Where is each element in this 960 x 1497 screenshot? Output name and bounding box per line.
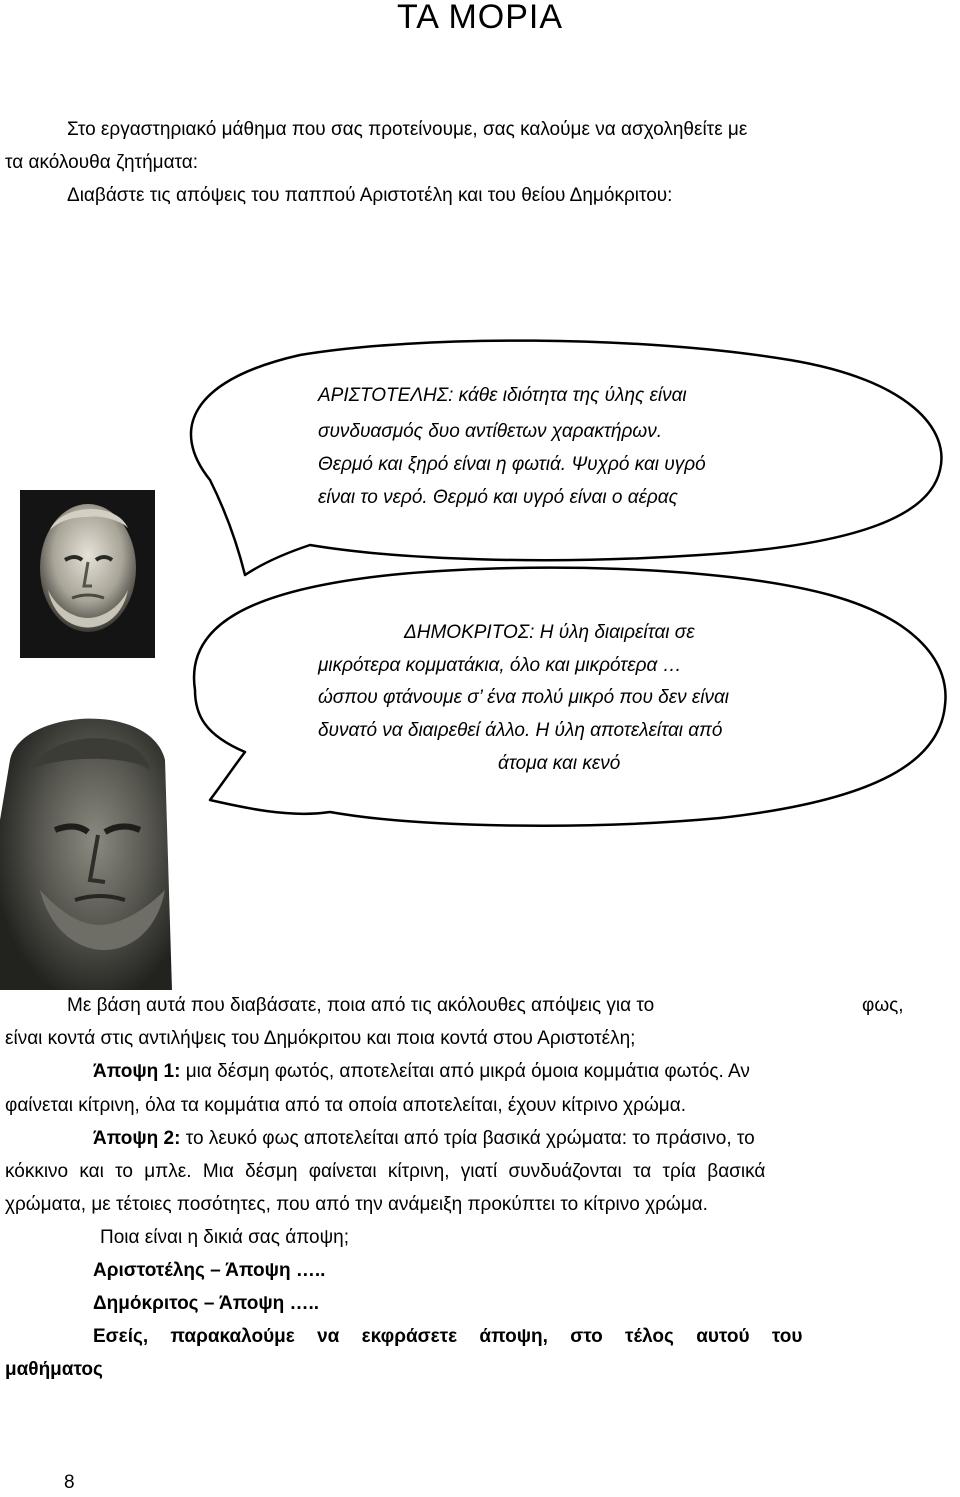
view-2-line-2: κόκκινο και το μπλε. Μια δέσμη φαίνεται κίτρινη, γιατί συνδυάζονται τα τρία βασικά (5, 1161, 766, 1182)
view-1-line-1 (93, 1060, 750, 1084)
question-line-1: Με βάση αυτά που διαβάσατε, ποια από τις ακόλουθες απόψεις για το (67, 995, 655, 1016)
democritus-line-4: δυνατό να διαιρεθεί άλλο. Η ύλη αποτελείται από (318, 720, 723, 741)
aristotle-line-3: Θερμό και ξηρό είναι η φωτιά. Ψυχρό και υγρό (318, 454, 706, 475)
view-1-label: Άποψη 1: (93, 1061, 181, 1082)
aristotle-bust-image (20, 490, 155, 658)
answer-aristotle: Αριστοτέλης – Άποψη ….. (93, 1260, 326, 1281)
democritus-line-2: μικρότερα κομματάκια, όλο και μικρότερα … (318, 655, 682, 676)
question-line-1-end: φως, (862, 995, 904, 1016)
aristotle-line-2: συνδυασμός δυο αντίθετων χαρακτήρων. (318, 421, 662, 442)
democritus-bust-image (0, 700, 172, 990)
aristotle-line-4: είναι το νερό. Θερμό και υγρό είναι ο αέρας (318, 487, 678, 508)
aristotle-line-1: ΑΡΙΣΤΟΤΕΛΗΣ: κάθε ιδιότητα της ύλης είναι (318, 385, 687, 406)
your-view-question: Ποια είναι η δικιά σας άποψη; (100, 1227, 350, 1248)
aristotle-line-1-wrap (318, 384, 830, 408)
view-2-text-1: το λευκό φως αποτελείται από τρία βασικά χρώματα: το πράσινο, το (180, 1128, 755, 1149)
view-2-line-1 (93, 1127, 755, 1151)
view-2-label: Άποψη 2: (93, 1128, 181, 1149)
closing-line-2: μαθήματος (5, 1359, 103, 1380)
view-1-text-1: μια δέσμη φωτός, αποτελείται από μικρά όμοια κομμάτια φωτός. Αν (180, 1061, 750, 1082)
page-number: 8 (64, 1472, 75, 1493)
democritus-line-1: ΔΗΜΟΚΡΙΤΟΣ: Η ύλη διαιρείται σε (404, 622, 695, 643)
intro-line-3: Διαβάστε τις απόψεις του παππού Αριστοτέλη και του θείου Δημόκριτου: (67, 185, 673, 206)
intro-line-1: Στο εργαστηριακό μάθημα που σας προτείνουμε, σας καλούμε να ασχοληθείτε με (67, 119, 748, 140)
page-title: ΤΑ ΜΟΡΙΑ (396, 0, 564, 36)
answer-democritus: Δημόκριτος – Άποψη ….. (93, 1293, 320, 1314)
view-1-line-2: φαίνεται κίτρινη, όλα τα κομμάτια από τα οποία αποτελείται, έχουν κίτρινο χρώμα. (5, 1095, 686, 1116)
view-2-line-3: χρώματα, με τέτοιες ποσότητες, που από την ανάμειξη προκύπτει το κίτρινο χρώμα. (5, 1194, 708, 1215)
closing-line-1: Εσείς, παρακαλούμε να εκφράσετε άποψη, στο τέλος αυτού του (93, 1326, 803, 1347)
intro-line-2: τα ακόλουθα ζητήματα: (5, 152, 199, 173)
question-line-2: είναι κοντά στις αντιλήψεις του Δημόκριτου και ποια κοντά στου Αριστοτέλη; (5, 1028, 636, 1049)
democritus-line-5: άτομα και κενό (498, 753, 621, 774)
democritus-line-3: ώσπου φτάνουμε σ’ ένα πολύ μικρό που δεν είναι (318, 687, 729, 708)
